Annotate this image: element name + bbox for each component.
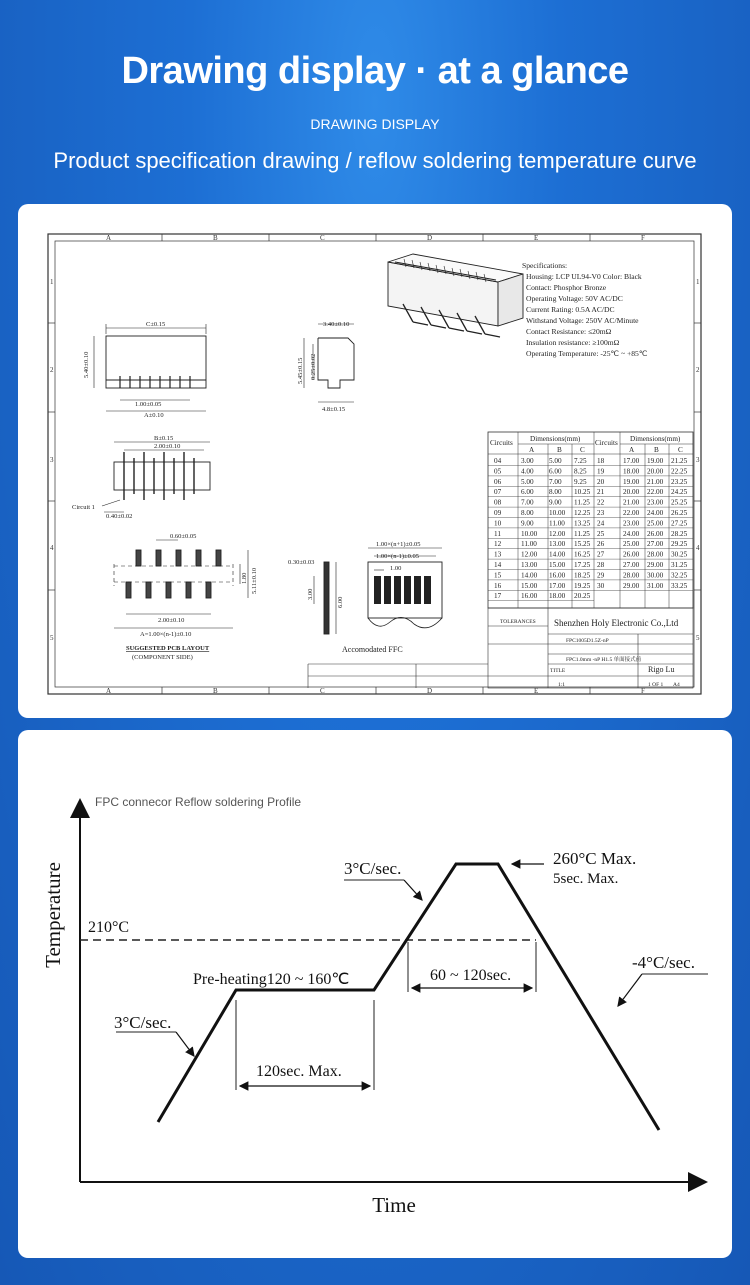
dim-ffc3: 1.00×(n-1)±0.05 xyxy=(376,553,419,560)
ramp-up-1-arrow xyxy=(176,1032,194,1056)
zone-col-e: E xyxy=(534,234,539,242)
profile-title: FPC connecor Reflow soldering Profile xyxy=(95,795,302,809)
table-left-cell: 11.25 xyxy=(574,498,590,507)
table-left-cell: 15.25 xyxy=(574,540,591,549)
pcb-layout xyxy=(114,540,248,628)
table-left-cell: 17 xyxy=(494,592,502,601)
table-left-cell: 11.00 xyxy=(521,540,537,549)
dim-ffc6: 6.00 xyxy=(337,596,344,608)
table-right-cell: 27.00 xyxy=(623,561,640,569)
table-left-cell: 16.25 xyxy=(574,550,591,559)
table-right-cell: 30.25 xyxy=(671,550,688,559)
table-left-cell: 13.25 xyxy=(574,519,591,528)
table-right-cell: 23.00 xyxy=(623,519,640,528)
pcb-label: SUGGESTED PCB LAYOUT xyxy=(126,645,210,652)
spec-line: Insulation resistance: ≥100mΩ xyxy=(526,338,620,347)
zone-col-f-bottom: F xyxy=(641,687,645,695)
col-c-2: C xyxy=(678,446,683,454)
table-right-cell: 27 xyxy=(597,550,605,559)
table-left-cell: 5.00 xyxy=(549,457,562,465)
spec-drawing xyxy=(18,204,732,718)
zone-col-a: A xyxy=(106,234,112,242)
ramp-down-label: -4°C/sec. xyxy=(632,953,695,972)
table-right-cell: 29 xyxy=(597,571,605,580)
table-left-cell: 08 xyxy=(494,498,502,507)
zone-row-3: 3 xyxy=(50,456,54,464)
dim-ffc5: 3.00 xyxy=(307,588,314,600)
table-right-cell: 18 xyxy=(597,457,605,465)
zone-row-2: 2 xyxy=(50,366,54,374)
table-left-cell: 6.00 xyxy=(521,488,534,497)
drawn-by: Rigo Lu xyxy=(648,665,675,674)
spec-line: Contact Resistance: ≤20mΩ xyxy=(526,327,612,336)
specifications xyxy=(522,261,648,358)
table-left-cell: 16.00 xyxy=(549,571,566,580)
table-right-cell: 28.00 xyxy=(647,550,664,559)
zone-col-d-bottom: D xyxy=(427,687,433,695)
ffc-view xyxy=(314,548,442,634)
table-right-cell: 18.00 xyxy=(623,467,640,476)
table-left-cell: 7.00 xyxy=(521,498,534,507)
reflow-time-label: 60 ~ 120sec. xyxy=(430,967,512,984)
company-name: Shenzhen Holy Electronic Co.,Ltd xyxy=(554,618,679,628)
table-left-cell: 19.25 xyxy=(574,581,591,590)
zone-row-5-right: 5 xyxy=(696,634,700,642)
table-right-cell: 24.25 xyxy=(671,488,688,497)
dim-s3: 0.25±0.02 xyxy=(310,353,317,380)
col-b: B xyxy=(557,446,562,454)
table-left-cell: 04 xyxy=(494,457,502,465)
dim-p2: 2.00±0.10 xyxy=(154,443,181,450)
table-left-cell: 17.25 xyxy=(574,561,591,569)
size-value: A4 xyxy=(673,682,680,688)
dim-pcb2: 1.80 xyxy=(241,572,248,584)
spec-line: Operating Temperature: -25℃ ~ +85℃ xyxy=(526,349,648,358)
table-right-cell: 29.25 xyxy=(671,540,688,549)
table-right-cell: 26.25 xyxy=(671,509,688,517)
table-header-circuits: Circuits xyxy=(490,439,513,447)
spec-heading: Specifications: xyxy=(522,261,568,270)
zone-row-4-right: 4 xyxy=(696,544,700,552)
table-left-cell: 11.25 xyxy=(574,529,590,538)
col-a-2: A xyxy=(629,446,635,454)
sheet-value: 1 OF 1 xyxy=(648,682,664,688)
table-left-cell: 13.00 xyxy=(521,561,538,569)
dim-a: A±0.10 xyxy=(144,412,164,419)
table-left-cell: 7.25 xyxy=(574,457,587,465)
page-subtitle: DRAWING DISPLAY xyxy=(310,116,440,132)
table-right-cell: 19.00 xyxy=(647,457,664,465)
table-left-cell: 14 xyxy=(494,561,502,569)
part-number: FPC1005D1.5Z-nP xyxy=(566,638,609,644)
dim-pcb1: 0.60±0.05 xyxy=(170,533,197,540)
page-description: Product specification drawing / reflow soldering temperature curve xyxy=(53,148,697,173)
zone-row-1-right: 1 xyxy=(696,278,700,286)
table-right-cell: 22.00 xyxy=(647,488,664,497)
table-right-cell: 29.00 xyxy=(647,561,664,569)
table-left-cell: 3.00 xyxy=(521,457,534,465)
table-right-cell: 22.00 xyxy=(623,509,640,517)
table-left-cell: 4.00 xyxy=(521,467,534,476)
table-left-cell: 8.25 xyxy=(574,467,587,476)
table-right-cell: 17.00 xyxy=(623,457,640,465)
table-left-cell: 12.25 xyxy=(574,509,591,517)
dim-pcb3: 5.11±0.10 xyxy=(251,567,258,594)
peak-time-label: 5sec. Max. xyxy=(553,871,619,887)
table-left-cell: 9.00 xyxy=(521,519,534,528)
table-right-cell: 24 xyxy=(597,519,605,528)
table-right-cell: 20.00 xyxy=(623,488,640,497)
table-right-cell: 23.00 xyxy=(647,498,664,507)
table-left-cell: 20.25 xyxy=(574,592,591,601)
table-right-cell: 31.00 xyxy=(647,581,664,590)
table-right-cell: 22.25 xyxy=(671,467,688,476)
page-title: Drawing display · at a glance xyxy=(121,50,629,92)
table-right-cell: 31.25 xyxy=(671,561,688,569)
zone-col-d: D xyxy=(427,234,433,242)
dim-ffc2: 1.00×(n+1)±0.05 xyxy=(376,541,421,548)
table-header-circuits-2: Circuits xyxy=(595,439,618,447)
dim-s4: 4.8±0.15 xyxy=(322,406,346,413)
zone-row-2-right: 2 xyxy=(696,366,700,374)
pcb-label-sub: (COMPONENT SIDE) xyxy=(132,654,193,661)
table-left-cell: 15 xyxy=(494,571,502,580)
zone-col-c-bottom: C xyxy=(320,687,325,695)
scale-value: 1:1 xyxy=(558,682,566,688)
table-left-cell: 7.00 xyxy=(549,477,562,486)
x-axis-label: Time xyxy=(372,1193,416,1217)
dimensions-table xyxy=(488,432,693,608)
spec-line: Contact: Phosphor Bronze xyxy=(526,283,607,292)
table-right-cell: 24.00 xyxy=(623,529,640,538)
table-left-cell: 8.00 xyxy=(521,509,534,517)
zone-col-b: B xyxy=(213,234,218,242)
table-right-cell: 21 xyxy=(597,488,605,497)
zone-row-4: 4 xyxy=(50,544,54,552)
table-left-cell: 9.00 xyxy=(549,498,562,507)
table-left-cell: 11 xyxy=(494,529,501,538)
table-right-cell: 25.00 xyxy=(647,519,664,528)
ramp-up-2-arrow xyxy=(404,880,422,900)
table-right-cell: 33.25 xyxy=(671,581,688,590)
table-right-cell: 23.25 xyxy=(671,477,688,486)
table-right-cell: 29.00 xyxy=(623,581,640,590)
table-right-cell: 28.25 xyxy=(671,529,688,538)
table-right-cell: 21.25 xyxy=(671,457,688,465)
table-right-cell: 23 xyxy=(597,509,605,517)
connector-3d-view xyxy=(388,254,523,337)
peak-label: 260°C Max. xyxy=(553,849,637,868)
table-left-cell: 13.00 xyxy=(549,540,566,549)
ffc-label: Accomodated FFC xyxy=(342,645,403,654)
dim-ffc4: 1.00 xyxy=(390,565,402,572)
table-right-cell: 27.25 xyxy=(671,519,688,528)
table-left-cell: 17.00 xyxy=(549,581,566,590)
ramp-up-2-label: 3°C/sec. xyxy=(344,859,402,878)
table-left-cell: 12 xyxy=(494,540,502,549)
part-description: FPC1.0mm -nP H1.5 单面接式前 xyxy=(566,657,642,663)
dim-h1: 5.40±0.10 xyxy=(83,351,90,378)
spec-line: Withstand Voltage: 250V AC/Minute xyxy=(526,316,639,325)
table-right-cell: 20.00 xyxy=(647,467,664,476)
table-right-cell: 26.00 xyxy=(647,529,664,538)
table-left-cell: 18.25 xyxy=(574,571,591,580)
dim-t1: 0.40±0.02 xyxy=(106,513,133,520)
profile-curve xyxy=(158,864,659,1130)
table-left-cell: 16 xyxy=(494,581,502,590)
col-b-2: B xyxy=(654,446,659,454)
table-right-cell: 30.00 xyxy=(647,571,664,580)
circuit-1-label: Circuit 1 xyxy=(72,504,95,511)
zone-row-3-right: 3 xyxy=(696,456,700,464)
table-left-cell: 15.00 xyxy=(521,581,538,590)
dim-s1: 3.40±0.10 xyxy=(323,321,350,328)
dim-b: B±0.15 xyxy=(154,435,174,442)
dim-ffc1: 0.30±0.03 xyxy=(288,559,315,566)
table-left-cell: 10.00 xyxy=(549,509,566,517)
zone-col-e-bottom: E xyxy=(534,687,539,695)
zone-col-f: F xyxy=(641,234,645,242)
label-210: 210°C xyxy=(88,919,130,936)
table-right-cell: 25.25 xyxy=(671,498,688,507)
table-right-cell: 19 xyxy=(597,467,605,476)
table-left-cell: 9.25 xyxy=(574,477,587,486)
table-left-cell: 6.00 xyxy=(549,467,562,476)
table-left-cell: 18.00 xyxy=(549,592,566,601)
table-right-cell: 20 xyxy=(597,477,605,486)
col-c: C xyxy=(580,446,585,454)
table-right-cell: 25.00 xyxy=(623,540,640,549)
zone-row-1: 1 xyxy=(50,278,54,286)
profile-card xyxy=(18,730,732,1258)
table-right-cell: 21.00 xyxy=(623,498,640,507)
table-left-cell: 12.00 xyxy=(521,550,538,559)
table-left-cell: 10 xyxy=(494,519,502,528)
table-header-dimensions: Dimensions(mm) xyxy=(530,435,581,443)
bottom-view xyxy=(102,442,210,512)
zone-col-a-bottom: A xyxy=(106,687,112,695)
front-view xyxy=(94,324,206,411)
table-left-cell: 15.00 xyxy=(549,561,566,569)
preheat-label: Pre-heating120 ~ 160℃ xyxy=(193,971,350,988)
table-right-cell: 28.00 xyxy=(623,571,640,580)
col-a: A xyxy=(529,446,535,454)
table-left-cell: 12.00 xyxy=(549,529,566,538)
table-left-cell: 05 xyxy=(494,467,502,476)
tolerances-label: TOLERANCES xyxy=(500,619,536,625)
table-right-cell: 26 xyxy=(597,540,605,549)
y-axis-label: Temperature xyxy=(41,862,65,968)
table-left-cell: 8.00 xyxy=(549,488,562,497)
table-left-cell: 14.00 xyxy=(549,550,566,559)
table-left-cell: 09 xyxy=(494,509,502,517)
table-left-cell: 5.00 xyxy=(521,477,534,486)
ramp-down-arrow xyxy=(618,974,642,1006)
spec-line: Current Rating: 0.5A AC/DC xyxy=(526,305,615,314)
table-right-cell: 26.00 xyxy=(623,550,640,559)
table-right-cell: 21.00 xyxy=(647,477,664,486)
spec-line: Housing: LCP UL94-V0 Color: Black xyxy=(526,272,642,281)
table-right-cell: 27.00 xyxy=(647,540,664,549)
table-left-cell: 13 xyxy=(494,550,502,559)
table-right-cell: 19.00 xyxy=(623,477,640,486)
spec-line: Operating Voltage: 50V AC/DC xyxy=(526,294,623,303)
ramp-up-1-label: 3°C/sec. xyxy=(114,1013,172,1032)
table-left-cell: 10.00 xyxy=(521,529,538,538)
zone-col-c: C xyxy=(320,234,325,242)
table-left-cell: 11.00 xyxy=(549,519,565,528)
table-left-cell: 06 xyxy=(494,477,502,486)
table-right-cell: 30 xyxy=(597,581,605,590)
table-right-cell: 25 xyxy=(597,529,605,538)
table-header-dimensions-2: Dimensions(mm) xyxy=(630,435,681,443)
table-right-cell: 28 xyxy=(597,561,605,569)
table-left-cell: 07 xyxy=(494,488,502,497)
preheat-time-label: 120sec. Max. xyxy=(256,1063,342,1080)
drawing-card xyxy=(18,204,732,718)
dim-pcb4: 2.00±0.10 xyxy=(158,617,185,624)
dim-c: C±0.15 xyxy=(146,321,166,328)
table-right-cell: 24.00 xyxy=(647,509,664,517)
dim-s2: 5.45±0.15 xyxy=(297,357,304,384)
table-left-cell: 10.25 xyxy=(574,488,591,497)
table-left-cell: 16.00 xyxy=(521,592,538,601)
table-left-cell: 14.00 xyxy=(521,571,538,580)
zone-row-5: 5 xyxy=(50,634,54,642)
table-right-cell: 22 xyxy=(597,498,605,507)
title-label: TITLE xyxy=(550,668,566,674)
dim-p1: 1.00±0.05 xyxy=(135,401,162,408)
reflow-profile-chart xyxy=(18,730,732,1258)
zone-col-b-bottom: B xyxy=(213,687,218,695)
table-right-cell: 32.25 xyxy=(671,571,688,580)
dim-pcb5: A=1.00×(n-1)±0.10 xyxy=(140,631,192,638)
